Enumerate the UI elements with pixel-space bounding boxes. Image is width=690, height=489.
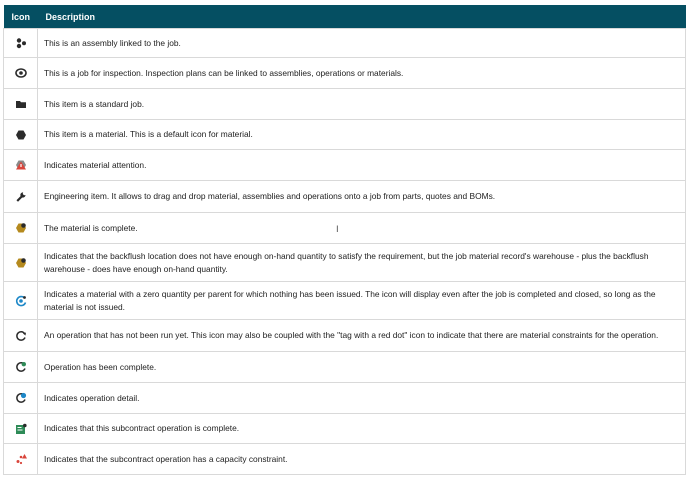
table-row: [4, 120, 686, 150]
icon-legend: [3, 5, 686, 475]
table-row: [4, 352, 686, 383]
table-row: [4, 213, 686, 244]
table-row: [4, 282, 686, 320]
subcontract-complete-icon: [15, 423, 27, 435]
table-row: [4, 29, 686, 58]
row-description: Operation has been complete.: [38, 352, 686, 383]
table-row: [4, 150, 686, 181]
inspection-eye-icon: [15, 67, 27, 79]
row-description: Indicates that this subcontract operation is complete.: [38, 414, 686, 444]
backflush-warning-icon: [15, 257, 27, 269]
row-description: This is a job for inspection. Inspection plans can be linked to assemblies, operations or materials.: [38, 58, 686, 89]
material-complete-icon: [15, 222, 27, 234]
header-description: Description: [38, 5, 686, 29]
table-row: [4, 244, 686, 282]
row-description: This is an assembly linked to the job.: [38, 29, 686, 58]
table-row: [4, 89, 686, 120]
table-row: [4, 58, 686, 89]
zero-quantity-material-icon: [15, 295, 27, 307]
row-description: This item is a material. This is a default icon for material.: [38, 120, 686, 150]
row-description: This item is a standard job.: [38, 89, 686, 120]
row-description: Indicates operation detail.: [38, 383, 686, 414]
table-row: [4, 414, 686, 444]
wrench-icon: [15, 191, 27, 203]
assembly-icon: [15, 37, 27, 49]
table-header-row: [4, 5, 686, 29]
table-row: [4, 444, 686, 475]
operation-not-run-icon: [15, 330, 27, 342]
table-row: [4, 181, 686, 213]
row-description: An operation that has not been run yet. This icon may also be coupled with the "tag with a red dot" icon to indicate that there are material constraints for the operation.: [38, 320, 686, 352]
operation-complete-icon: [15, 361, 27, 373]
row-description: Indicates that the backflush location does not have enough on-hand quantity to satisfy the requirement, but the job material record's warehouse - plus the backflush warehouse - does have enough on-hand quantity.: [38, 244, 686, 282]
row-description: Indicates material attention.: [38, 150, 686, 181]
table-row: [4, 320, 686, 352]
operation-detail-icon: [15, 392, 27, 404]
row-description: Indicates a material with a zero quantity per parent for which nothing has been issued. The icon will display even after the job is completed and closed, so long as the material is not issued.: [38, 282, 686, 320]
hexagon-material-icon: [15, 129, 27, 141]
row-description: The material is complete.: [38, 213, 686, 244]
icon-table: [3, 5, 686, 475]
header-icon: Icon: [4, 5, 38, 29]
material-attention-icon: [15, 159, 27, 171]
subcontract-constraint-icon: [15, 453, 27, 465]
folder-icon: [15, 98, 27, 110]
row-description: Indicates that the subcontract operation has a capacity constraint.: [38, 444, 686, 475]
table-row: [4, 383, 686, 414]
text-cursor-icon: I: [336, 225, 339, 235]
row-description: Engineering item. It allows to drag and drop material, assemblies and operations onto a job from parts, quotes and BOMs.: [38, 181, 686, 213]
